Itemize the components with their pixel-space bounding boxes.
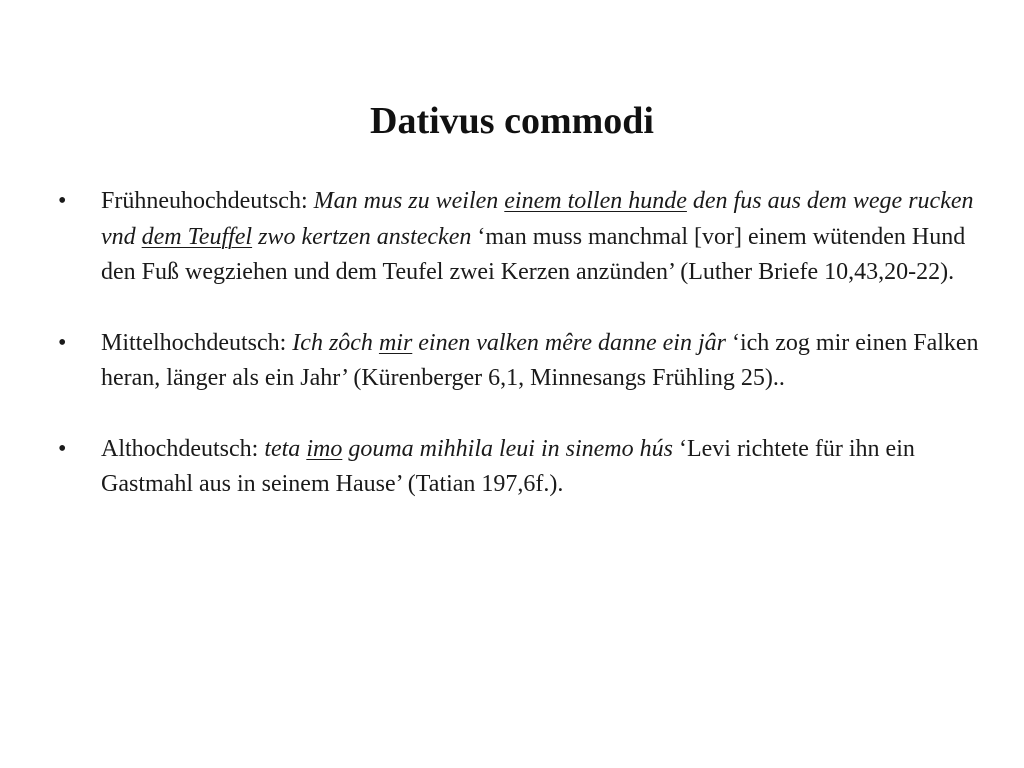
language-label: Frühneuhochdeutsch: <box>101 188 314 214</box>
bullet-icon: • <box>58 435 67 462</box>
translation-text: ‘ich zog mir einen Falken heran, länger als ein Jahr’ (Kürenberger 6,1, Minnesangs Frühling 25).. <box>101 329 979 391</box>
example-text: Man mus zu weilen <box>313 188 505 214</box>
dative-phrase: dem Teuffel <box>141 223 253 250</box>
dative-phrase: imo <box>306 435 343 462</box>
bullet-icon: • <box>58 188 67 214</box>
bullet-item-althochdeutsch <box>58 432 988 503</box>
example-text: Ich zôch <box>292 329 379 356</box>
example-text: zwo kertzen anstecken <box>252 223 472 250</box>
slide-title: Dativus commodi <box>370 100 654 143</box>
bullet-item-mittelhochdeutsch <box>58 326 988 397</box>
language-label: Althochdeutsch: <box>101 435 265 462</box>
example-text: den fus aus dem wege rucken vnd <box>101 188 974 250</box>
bullet-list <box>58 184 988 503</box>
bullet-item-fruehneuhochdeutsch <box>58 184 988 291</box>
dative-phrase: mir <box>378 329 413 356</box>
language-label: Mittelhochdeutsch: <box>101 329 293 356</box>
example-text: einen valken mêre danne ein jâr <box>412 329 726 356</box>
translation-text: ‘man muss manchmal [vor] einem wütenden Hund den Fuß wegziehen und dem Teufel zwei Kerzen anzünden’ (Luther Briefe 10,43,20-22). <box>101 223 966 285</box>
translation-text: ‘Levi richtete für ihn ein Gastmahl aus in seinem Hause’ (Tatian 197,6f.). <box>101 435 915 497</box>
bullet-icon: • <box>58 329 67 356</box>
dative-phrase: einem tollen hunde <box>504 188 687 214</box>
example-text: gouma mihhila leui in sinemo hús <box>342 435 673 462</box>
example-text: teta <box>264 435 307 462</box>
